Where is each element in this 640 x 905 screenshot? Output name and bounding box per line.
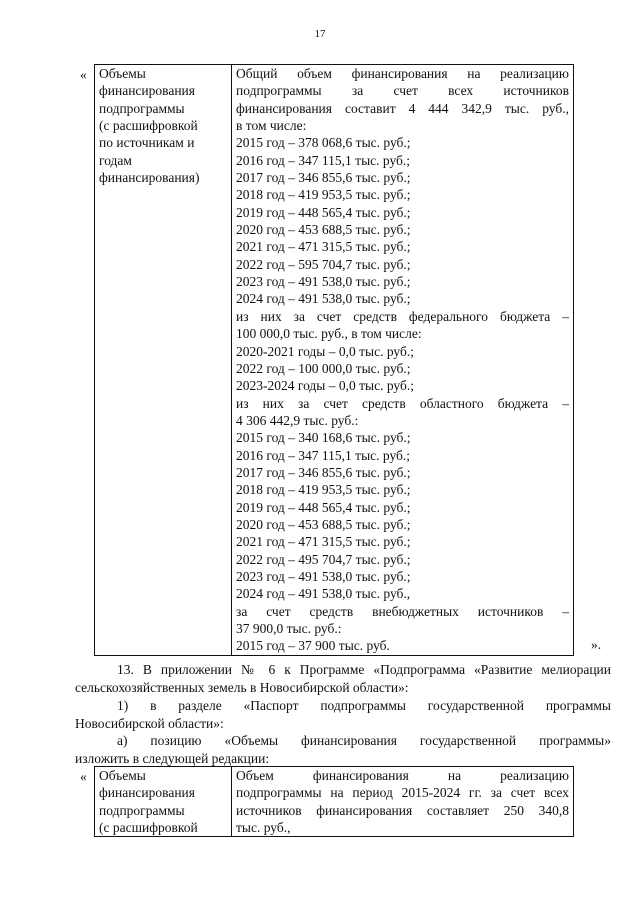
financing-table-2 [94, 766, 574, 837]
table-line: по источникам и [99, 135, 195, 151]
table-line: 2023 год – 491 538,0 тыс. руб.; [236, 274, 411, 290]
table-line: годам [99, 152, 132, 168]
financing-label-cell [95, 767, 232, 837]
table-line: 2022 год – 595 704,7 тыс. руб.; [236, 256, 411, 272]
table-line: тыс. руб., [236, 820, 291, 836]
table-line: 2018 год – 419 953,5 тыс. руб.; [236, 482, 411, 498]
table-line: 2024 год – 491 538,0 тыс. руб.; [236, 291, 411, 307]
table-line: источников финансирования составляет 250 340,8 [236, 802, 569, 818]
table-line: 2016 год – 347 115,1 тыс. руб.; [236, 447, 411, 463]
open-quote: « [80, 67, 87, 82]
table-line: 37 900,0 тыс. руб.: [236, 621, 342, 636]
paragraph-1-line: Новосибирской области»: [75, 715, 224, 731]
paragraph-13-line: сельскохозяйственных земель в Новосибирской области»: [75, 679, 409, 695]
table-line: в том числе: [236, 118, 307, 134]
table-line: (с расшифровкой [99, 118, 198, 134]
table-line: 2022 год – 100 000,0 тыс. руб.; [236, 360, 411, 376]
open-quote-2: « [80, 769, 87, 784]
table-line: Общий объем финансирования на реализацию [236, 66, 569, 81]
table-line: Объем финансирования на реализацию [236, 768, 569, 783]
paragraph-a-line: а) позицию «Объемы финансирования государственной программы» [117, 733, 611, 748]
table-line: 2023 год – 491 538,0 тыс. руб.; [236, 568, 411, 584]
table-line: за счет средств внебюджетных источников – [236, 603, 569, 619]
paragraph-a-line: изложить в следующей редакции: [75, 750, 270, 766]
table-line: Объемы [99, 768, 146, 783]
paragraph-1-line: 1) в разделе «Паспорт подпрограммы государственной программы [117, 698, 611, 713]
table-line: 2017 год – 346 855,6 тыс. руб.; [236, 464, 411, 480]
table-line: 2017 год – 346 855,6 тыс. руб.; [236, 170, 411, 186]
table-line: подпрограммы [99, 100, 185, 116]
table-line: финансирования) [99, 170, 200, 186]
table-line: 2015 год – 37 900 тыс. руб. [236, 638, 390, 654]
financing-value-cell [232, 65, 574, 656]
table-line: 2016 год – 347 115,1 тыс. руб.; [236, 152, 411, 168]
table-line: подпрограммы за счет всех источников [236, 83, 569, 99]
table-line: из них за счет средств областного бюджета – [236, 395, 569, 411]
table-line: 2024 год – 491 538,0 тыс. руб., [236, 586, 411, 602]
close-quote: ». [591, 637, 602, 652]
table-line: 2022 год – 495 704,7 тыс. руб.; [236, 551, 411, 567]
table-line: финансирования [99, 83, 195, 99]
table-line: 2015 год – 378 068,6 тыс. руб.; [236, 135, 411, 151]
paragraph-13 [75, 661, 611, 696]
table-line: 2018 год – 419 953,5 тыс. руб.; [236, 187, 411, 203]
financing-table [94, 64, 574, 656]
table-line: (с расшифровкой [99, 820, 198, 836]
table-line: 2015 год – 340 168,6 тыс. руб.; [236, 430, 411, 446]
table-line: 2019 год – 448 565,4 тыс. руб.; [236, 499, 411, 515]
paragraph-1 [75, 697, 611, 732]
table-line: 100 000,0 тыс. руб., в том числе: [236, 326, 422, 342]
table-line: финансирования составит 4 444 342,9 тыс. руб., [236, 100, 569, 116]
table-line: 2023-2024 годы – 0,0 тыс. руб.; [236, 378, 414, 394]
table-line: Объемы [99, 66, 146, 81]
table-line: 2021 год – 471 315,5 тыс. руб.; [236, 239, 411, 255]
paragraph-a [75, 732, 611, 767]
paragraph-13-line: 13. В приложении № 6 к Программе «Подпрограмма «Развитие мелиорации [117, 662, 611, 677]
table-line: подпрограммы [99, 802, 185, 818]
table-line: 4 306 442,9 тыс. руб.: [236, 412, 359, 428]
table-line: 2019 год – 448 565,4 тыс. руб.; [236, 204, 411, 220]
table-line: 2020 год – 453 688,5 тыс. руб.; [236, 222, 411, 238]
financing-value-cell [232, 767, 574, 837]
table-line: 2020 год – 453 688,5 тыс. руб.; [236, 516, 411, 532]
table-line: 2021 год – 471 315,5 тыс. руб.; [236, 534, 411, 550]
page-number: 17 [314, 28, 326, 40]
financing-label-cell [95, 65, 232, 656]
table-line: подпрограммы на период 2015-2024 гг. за счет всех [236, 785, 569, 801]
table-line: 2020-2021 годы – 0,0 тыс. руб.; [236, 343, 414, 359]
table-line: из них за счет средств федерального бюджета – [236, 308, 569, 324]
table-line: финансирования [99, 785, 195, 801]
